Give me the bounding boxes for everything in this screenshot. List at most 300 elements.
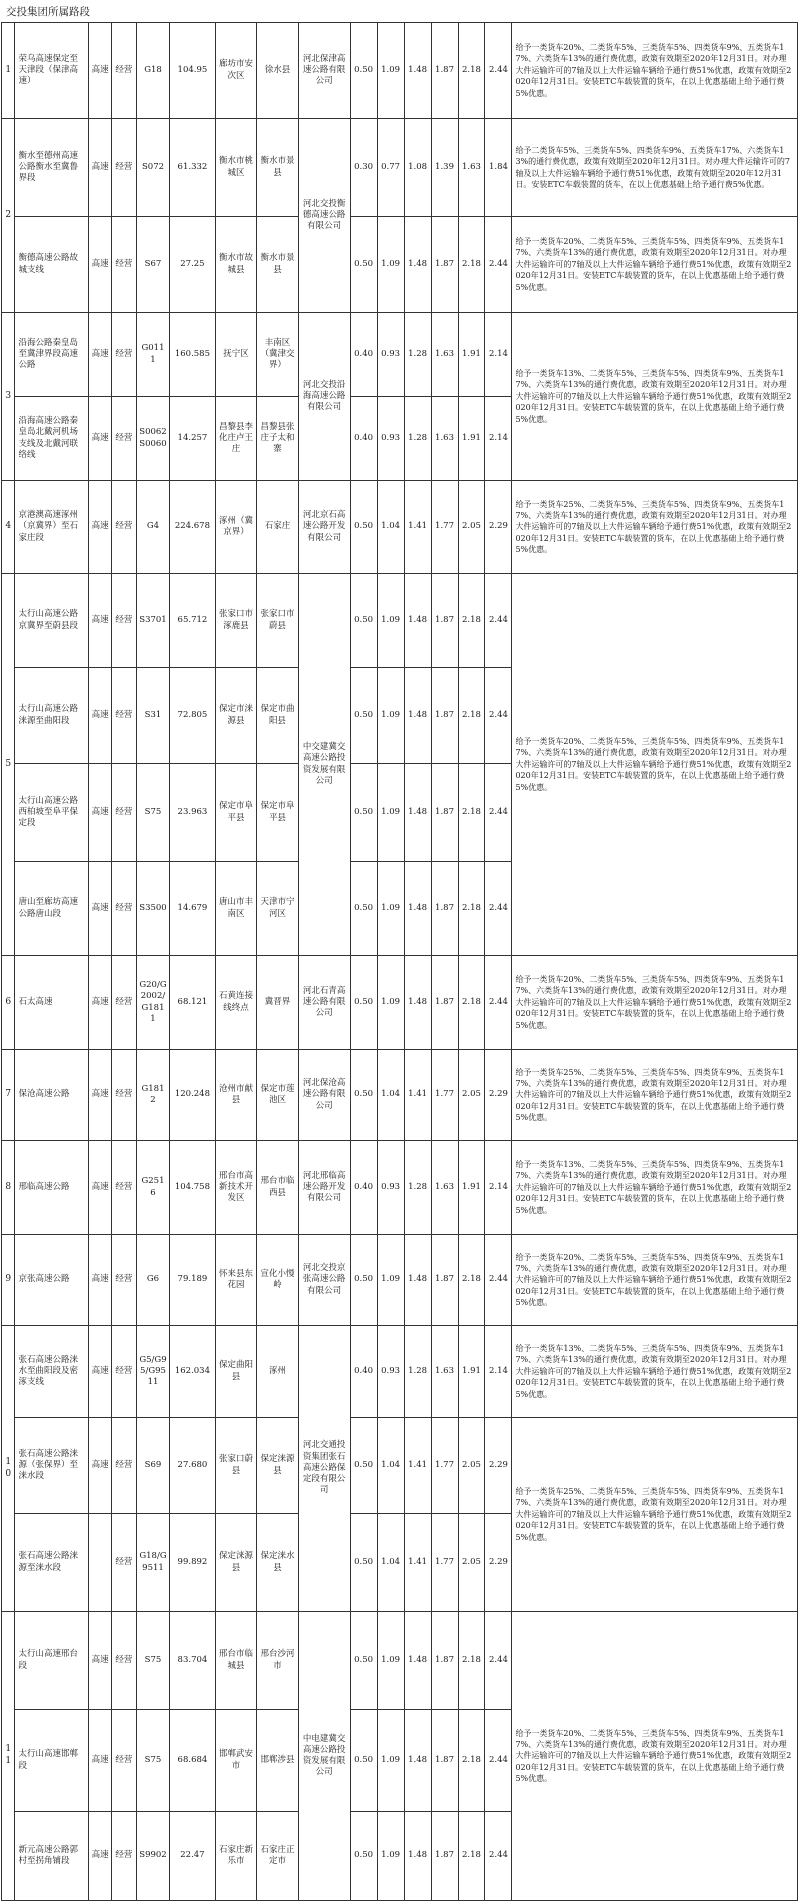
toll-rate-class-2: 1.09 (377, 1710, 404, 1812)
toll-rate-class-5: 2.05 (458, 1418, 485, 1514)
toll-rate-class-2: 1.09 (377, 956, 404, 1050)
operation-mode: 经营 (111, 1612, 136, 1710)
road-type: 高速 (89, 764, 112, 862)
start-point: 衡水市故城县 (215, 217, 257, 313)
end-point: 邢台市临西县 (257, 1141, 299, 1235)
operating-company: 中电建冀交高速公路投资发展有限公司 (298, 1612, 350, 1901)
road-name: 太行山高速邢台段 (15, 1612, 89, 1710)
toll-rate-class-3: 1.41 (404, 481, 431, 574)
toll-rate-class-6: 2.44 (485, 1235, 512, 1326)
table-row (2, 313, 798, 397)
route-code: S0062 S0060 (136, 397, 169, 481)
toll-rate-class-2: 0.93 (377, 397, 404, 481)
toll-rate-class-6: 2.14 (485, 397, 512, 481)
length-km: 61.332 (170, 119, 216, 217)
route-code: S67 (136, 217, 169, 313)
start-point: 邯郸武安市 (215, 1710, 257, 1812)
toll-rate-class-4: 1.77 (431, 1418, 458, 1514)
operating-company: 河北保津高速公路有限公司 (298, 23, 350, 119)
toll-rate-class-6: 2.44 (485, 23, 512, 119)
toll-rate-class-2: 1.04 (377, 1050, 404, 1141)
toll-rate-class-4: 1.87 (431, 956, 458, 1050)
route-code: S75 (136, 1612, 169, 1710)
sequence-number: 7 (2, 1050, 15, 1141)
toll-rate-class-4: 1.77 (431, 1050, 458, 1141)
toll-rate-class-4: 1.39 (431, 119, 458, 217)
route-code: S69 (136, 1418, 169, 1514)
toll-rate-class-2: 1.04 (377, 481, 404, 574)
toll-rate-class-4: 1.87 (431, 217, 458, 313)
discount-policy: 给予一类货车20%、二类货车5%、三类货车5%、四类货车9%、五类货车17%、六类货车13%的通行费优惠，政策有效期至2020年12月31日。对办理大件运输许可的7轴及以上大件运输车辆给予通行费51%优惠，政策有效期至2020年12月31日。安装ETC车载装置的货车，在以上优惠基础上给予通行费5%优惠。 (512, 217, 798, 313)
toll-rate-class-1: 0.40 (350, 1141, 377, 1235)
road-name: 张石高速公路涞源（张保界）至涞水段 (15, 1418, 89, 1514)
sequence-number: 6 (2, 956, 15, 1050)
toll-rate-class-6: 2.29 (485, 1050, 512, 1141)
operation-mode: 经营 (111, 1050, 136, 1141)
toll-rate-class-1: 0.40 (350, 313, 377, 397)
toll-rate-class-3: 1.48 (404, 1235, 431, 1326)
toll-rate-class-4: 1.87 (431, 764, 458, 862)
end-point: 保定涞源县 (257, 1418, 299, 1514)
sequence-number: 2 (2, 119, 15, 313)
road-name: 沿海高速公路秦皇岛北戴河机场支线及北戴河联络线 (15, 397, 89, 481)
toll-rate-class-2: 1.09 (377, 1235, 404, 1326)
discount-policy: 给予二类货车5%、三类货车5%、四类货车9%、五类货车17%、六类货车13%的通行费优惠，政策有效期至2020年12月31日。对办理大件运输许可的7轴及以上大件运输车辆给予通行费51%优惠，政策有效期至2020年12月31日。安装ETC车载装置的货车，在以上优惠基础上给予通行费5%优惠。 (512, 119, 798, 217)
table-row (2, 217, 798, 313)
route-code: S3701 (136, 574, 169, 668)
road-name: 太行山高速公路西柏坡至阜平保定段 (15, 764, 89, 862)
toll-rate-class-5: 1.91 (458, 1326, 485, 1418)
toll-rate-class-6: 2.14 (485, 313, 512, 397)
toll-rate-class-4: 1.87 (431, 668, 458, 764)
toll-rate-class-3: 1.48 (404, 23, 431, 119)
operating-company: 河北交投京张高速公路有限公司 (298, 1235, 350, 1326)
length-km: 22.47 (170, 1812, 216, 1901)
road-type: 高速 (89, 119, 112, 217)
toll-rate-class-6: 2.29 (485, 481, 512, 574)
toll-rate-class-5: 2.05 (458, 1514, 485, 1612)
toll-rate-class-3: 1.48 (404, 862, 431, 956)
toll-rate-class-1: 0.50 (350, 23, 377, 119)
operation-mode: 经营 (111, 313, 136, 397)
toll-rate-class-4: 1.63 (431, 1326, 458, 1418)
toll-rate-class-4: 1.87 (431, 1812, 458, 1901)
operation-mode: 经营 (111, 481, 136, 574)
toll-rate-class-6: 2.44 (485, 1710, 512, 1812)
toll-rate-class-2: 1.04 (377, 1514, 404, 1612)
toll-rate-class-3: 1.48 (404, 1612, 431, 1710)
road-type: 高速 (89, 397, 112, 481)
road-name: 张石高速公路涞源至涞水段 (15, 1514, 89, 1612)
toll-rate-class-6: 2.14 (485, 1326, 512, 1418)
toll-rate-class-6: 2.44 (485, 862, 512, 956)
start-point: 昌黎县李化庄卢王庄 (215, 397, 257, 481)
road-name: 太行山高速公路京冀界至蔚县段 (15, 574, 89, 668)
toll-rate-class-1: 0.50 (350, 1050, 377, 1141)
toll-rate-class-5: 1.91 (458, 313, 485, 397)
toll-rate-class-3: 1.28 (404, 1326, 431, 1418)
toll-rate-class-4: 1.87 (431, 1710, 458, 1812)
road-name: 邢临高速公路 (15, 1141, 89, 1235)
sequence-number: 8 (2, 1141, 15, 1235)
toll-rate-class-2: 0.77 (377, 119, 404, 217)
sequence-number: 11 (2, 1612, 15, 1901)
toll-rate-class-3: 1.41 (404, 1418, 431, 1514)
toll-rate-class-6: 2.29 (485, 1514, 512, 1612)
start-point: 石家庄新乐市 (215, 1812, 257, 1901)
start-point: 邢台市高新技术开发区 (215, 1141, 257, 1235)
toll-rate-class-5: 2.18 (458, 23, 485, 119)
toll-rate-class-4: 1.87 (431, 1235, 458, 1326)
toll-rate-class-5: 2.18 (458, 1612, 485, 1710)
sequence-number: 3 (2, 313, 15, 481)
toll-rate-class-2: 0.93 (377, 313, 404, 397)
operation-mode: 经营 (111, 668, 136, 764)
length-km: 160.585 (170, 313, 216, 397)
route-code: S3500 (136, 862, 169, 956)
operating-company: 河北京石高速公路开发有限公司 (298, 481, 350, 574)
toll-rate-class-1: 0.50 (350, 862, 377, 956)
toll-rate-class-6: 2.44 (485, 956, 512, 1050)
toll-rate-class-1: 0.40 (350, 1326, 377, 1418)
sequence-number: 4 (2, 481, 15, 574)
table-row (2, 956, 798, 1050)
length-km: 104.758 (170, 1141, 216, 1235)
toll-rate-class-1: 0.50 (350, 1418, 377, 1514)
toll-rate-class-6: 2.44 (485, 764, 512, 862)
start-point: 唐山市丰南区 (215, 862, 257, 956)
toll-rate-class-5: 2.18 (458, 1812, 485, 1901)
toll-rate-class-4: 1.87 (431, 574, 458, 668)
toll-rate-class-6: 2.44 (485, 668, 512, 764)
end-point: 保定市阜平县 (257, 764, 299, 862)
operation-mode: 经营 (111, 1710, 136, 1812)
toll-rate-class-1: 0.50 (350, 574, 377, 668)
length-km: 14.257 (170, 397, 216, 481)
start-point: 廊坊市安次区 (215, 23, 257, 119)
toll-rate-class-6: 2.44 (485, 1812, 512, 1901)
road-type: 高速 (89, 862, 112, 956)
start-point: 保定曲阳县 (215, 1326, 257, 1418)
start-point: 邢台市临城县 (215, 1612, 257, 1710)
toll-rate-class-2: 1.09 (377, 862, 404, 956)
toll-rate-class-3: 1.28 (404, 313, 431, 397)
table-row (2, 1050, 798, 1141)
road-type: 高速 (89, 574, 112, 668)
end-point: 衡水市景县 (257, 119, 299, 217)
discount-policy: 给予一类货车20%、二类货车5%、三类货车5%、四类货车9%、五类货车17%、六类货车13%的通行费优惠，政策有效期至2020年12月31日。对办理大件运输许可的7轴及以上大件运输车辆给予通行费51%优惠，政策有效期至2020年12月31日。安装ETC车载装置的货车，在以上优惠基础上给予通行费5%优惠。 (512, 1612, 798, 1901)
end-point: 石家庄正定市 (257, 1812, 299, 1901)
table-row (2, 1612, 798, 1710)
toll-rate-class-4: 1.87 (431, 862, 458, 956)
road-name: 太行山高速邯郸段 (15, 1710, 89, 1812)
end-point: 保定市莲池区 (257, 1050, 299, 1141)
road-type: 高速 (89, 668, 112, 764)
operation-mode: 经营 (111, 1141, 136, 1235)
toll-rate-class-2: 1.09 (377, 1612, 404, 1710)
sequence-number: 5 (2, 574, 15, 956)
length-km: 99.892 (170, 1514, 216, 1612)
toll-rate-class-1: 0.50 (350, 1235, 377, 1326)
toll-rate-class-6: 2.44 (485, 1612, 512, 1710)
operating-company: 河北交通投资集团张石高速公路保定段有限公司 (298, 1326, 350, 1612)
toll-rate-class-5: 2.18 (458, 1710, 485, 1812)
toll-rate-class-5: 2.18 (458, 1235, 485, 1326)
route-code: G18 (136, 23, 169, 119)
length-km: 23.963 (170, 764, 216, 862)
road-name: 保沧高速公路 (15, 1050, 89, 1141)
operation-mode: 经营 (111, 1418, 136, 1514)
operation-mode: 经营 (111, 217, 136, 313)
road-name: 石太高速 (15, 956, 89, 1050)
route-code: G4 (136, 481, 169, 574)
start-point: 保定市阜平县 (215, 764, 257, 862)
discount-policy: 给予一类货车20%、二类货车5%、三类货车5%、四类货车9%、五类货车17%、六类货车13%的通行费优惠，政策有效期至2020年12月31日。对办理大件运输许可的7轴及以上大件运输车辆给予通行费51%优惠，政策有效期至2020年12月31日。安装ETC车载装置的货车，在以上优惠基础上给予通行费5%优惠。 (512, 574, 798, 956)
start-point: 涿州（冀京界） (215, 481, 257, 574)
toll-rate-class-4: 1.87 (431, 23, 458, 119)
toll-rate-class-1: 0.40 (350, 397, 377, 481)
toll-rate-class-1: 0.30 (350, 119, 377, 217)
toll-rate-class-5: 2.18 (458, 862, 485, 956)
end-point: 昌黎县张庄子太和寨 (257, 397, 299, 481)
table-row (2, 23, 798, 119)
toll-rate-class-5: 2.18 (458, 574, 485, 668)
discount-policy: 给予一类货车25%、二类货车5%、三类货车5%、四类货车9%、五类货车17%、六类货车13%的通行费优惠，政策有效期至2020年12月31日。对办理大件运输许可的7轴及以上大件运输车辆给予通行费51%优惠，政策有效期至2020年12月31日。安装ETC车载装置的货车，在以上优惠基础上给予通行费5%优惠。 (512, 481, 798, 574)
length-km: 14.679 (170, 862, 216, 956)
toll-rate-class-3: 1.28 (404, 397, 431, 481)
start-point: 怀来县东花园 (215, 1235, 257, 1326)
toll-rate-class-2: 1.09 (377, 1812, 404, 1901)
road-type: 高速 (89, 956, 112, 1050)
road-name: 衡德高速公路故城支线 (15, 217, 89, 313)
road-type: 高速 (89, 1326, 112, 1418)
start-point: 保定涞源县 (215, 1514, 257, 1612)
road-name: 唐山至廊坊高速公路唐山段 (15, 862, 89, 956)
length-km: 27.25 (170, 217, 216, 313)
toll-rate-class-1: 0.50 (350, 217, 377, 313)
toll-rate-class-1: 0.50 (350, 764, 377, 862)
route-code: G6 (136, 1235, 169, 1326)
toll-rate-class-2: 1.09 (377, 217, 404, 313)
discount-policy: 给予一类货车20%、二类货车5%、三类货车5%、四类货车9%、五类货车17%、六类货车13%的通行费优惠，政策有效期至2020年12月31日。对办理大件运输许可的7轴及以上大件运输车辆给予通行费51%优惠，政策有效期至2020年12月31日。安装ETC车载装置的货车，在以上优惠基础上给予通行费5%优惠。 (512, 956, 798, 1050)
operation-mode: 经营 (111, 397, 136, 481)
operation-mode: 经营 (111, 1235, 136, 1326)
length-km: 65.712 (170, 574, 216, 668)
end-point: 徐水县 (257, 23, 299, 119)
toll-rate-class-3: 1.48 (404, 1812, 431, 1901)
toll-rate-class-2: 0.93 (377, 1141, 404, 1235)
road-type: 高速 (89, 217, 112, 313)
operation-mode: 经营 (111, 862, 136, 956)
route-code: S75 (136, 1710, 169, 1812)
toll-rate-class-3: 1.48 (404, 1710, 431, 1812)
road-name: 荣乌高速保定至天津段（保津高速） (15, 23, 89, 119)
length-km: 68.684 (170, 1710, 216, 1812)
discount-policy: 给予一类货车25%、二类货车5%、三类货车5%、四类货车9%、五类货车17%、六类货车13%的通行费优惠，政策有效期至2020年12月31日。对办理大件运输许可的7轴及以上大件运输车辆给予通行费51%优惠，政策有效期至2020年12月31日。安装ETC车载装置的货车，在以上优惠基础上给予通行费5%优惠。 (512, 1418, 798, 1612)
route-code: S9902 (136, 1812, 169, 1901)
route-code: G0111 (136, 313, 169, 397)
operating-company: 中交建冀交高速公路投资发展有限公司 (298, 574, 350, 956)
end-point: 衡水市景县 (257, 217, 299, 313)
route-code: G2516 (136, 1141, 169, 1235)
route-code: S75 (136, 764, 169, 862)
road-type: 高速 (89, 23, 112, 119)
start-point: 衡水市桃城区 (215, 119, 257, 217)
toll-rate-class-4: 1.87 (431, 1612, 458, 1710)
operating-company: 河北交投衡德高速公路有限公司 (298, 119, 350, 313)
toll-rate-class-2: 0.93 (377, 1326, 404, 1418)
table-row (2, 119, 798, 217)
toll-rate-class-5: 1.91 (458, 1141, 485, 1235)
table-row (2, 1418, 798, 1514)
length-km: 120.248 (170, 1050, 216, 1141)
end-point: 邯郸涉县 (257, 1710, 299, 1812)
toll-rate-class-1: 0.50 (350, 1812, 377, 1901)
sequence-number: 1 (2, 23, 15, 119)
road-name: 新元高速公路郭村至拐角铺段 (15, 1812, 89, 1901)
toll-rate-class-6: 2.14 (485, 1141, 512, 1235)
table-row (2, 1326, 798, 1418)
operation-mode: 经营 (111, 956, 136, 1050)
end-point: 涿州 (257, 1326, 299, 1418)
discount-policy: 给予一类货车20%、二类货车5%、三类货车5%、四类货车9%、五类货车17%、六类货车13%的通行费优惠，政策有效期至2020年12月31日。对办理大件运输许可的7轴及以上大件运输车辆给予通行费51%优惠，政策有效期至2020年12月31日。安装ETC车载装置的货车，在以上优惠基础上给予通行费5%优惠。 (512, 23, 798, 119)
discount-policy: 给予一类货车20%、二类货车5%、三类货车5%、四类货车9%、五类货车17%、六类货车13%的通行费优惠，政策有效期至2020年12月31日。对办理大件运输许可的7轴及以上大件运输车辆给予通行费51%优惠，政策有效期至2020年12月31日。安装ETC车载装置的货车，在以上优惠基础上给予通行费5%优惠。 (512, 1235, 798, 1326)
route-code: S31 (136, 668, 169, 764)
start-point: 抚宁区 (215, 313, 257, 397)
end-point: 宣化小慢岭 (257, 1235, 299, 1326)
road-name: 张石高速公路涞水至曲阳段及密涿支线 (15, 1326, 89, 1418)
sequence-number: 9 (2, 1235, 15, 1326)
toll-rate-class-1: 0.50 (350, 1514, 377, 1612)
start-point: 张家口蔚县 (215, 1418, 257, 1514)
road-type (89, 1514, 112, 1612)
length-km: 162.034 (170, 1326, 216, 1418)
toll-rate-class-1: 0.50 (350, 481, 377, 574)
operation-mode: 经营 (111, 764, 136, 862)
length-km: 79.189 (170, 1235, 216, 1326)
toll-rate-class-2: 1.09 (377, 574, 404, 668)
table-row (2, 1141, 798, 1235)
end-point: 天津市宁河区 (257, 862, 299, 956)
road-name: 沿海公路秦皇岛至冀津界段高速公路 (15, 313, 89, 397)
length-km: 104.95 (170, 23, 216, 119)
toll-rate-class-3: 1.48 (404, 668, 431, 764)
length-km: 83.704 (170, 1612, 216, 1710)
toll-rate-class-5: 1.91 (458, 397, 485, 481)
road-name: 衡水至德州高速公路衡水至冀鲁界段 (15, 119, 89, 217)
table-row (2, 481, 798, 574)
toll-rate-class-5: 2.05 (458, 481, 485, 574)
route-code: G18/G9511 (136, 1514, 169, 1612)
length-km: 224.678 (170, 481, 216, 574)
toll-rate-class-5: 2.05 (458, 1050, 485, 1141)
start-point: 石黄连接线终点 (215, 956, 257, 1050)
end-point: 丰南区（冀津交界） (257, 313, 299, 397)
road-type: 高速 (89, 1418, 112, 1514)
toll-rate-class-1: 0.50 (350, 1710, 377, 1812)
road-type: 高速 (89, 1710, 112, 1812)
road-type: 高速 (89, 481, 112, 574)
end-point: 冀晋界 (257, 956, 299, 1050)
end-point: 石家庄 (257, 481, 299, 574)
operation-mode: 经营 (111, 1812, 136, 1901)
toll-rate-class-6: 1.84 (485, 119, 512, 217)
road-type: 高速 (89, 313, 112, 397)
operation-mode: 经营 (111, 1326, 136, 1418)
operating-company: 河北交投沿海高速公路有限公司 (298, 313, 350, 481)
table-row (2, 574, 798, 668)
road-name: 太行山高速公路涞源至曲阳段 (15, 668, 89, 764)
page-title: 交投集团所属路段 (6, 6, 90, 18)
toll-rate-class-6: 2.44 (485, 574, 512, 668)
discount-policy: 给予一类货车25%、二类货车5%、三类货车5%、四类货车9%、五类货车17%、六类货车13%的通行费优惠，政策有效期至2020年12月31日。对办理大件运输许可的7轴及以上大件运输车辆给予通行费51%优惠，政策有效期至2020年12月31日。安装ETC车载装置的货车，在以上优惠基础上给予通行费5%优惠。 (512, 1050, 798, 1141)
end-point: 保定涞水县 (257, 1514, 299, 1612)
toll-rate-table (1, 22, 798, 1901)
toll-rate-class-3: 1.41 (404, 1050, 431, 1141)
road-type: 高速 (89, 1812, 112, 1901)
toll-rate-class-4: 1.63 (431, 397, 458, 481)
sequence-number: 10 (2, 1326, 15, 1612)
end-point: 邢台沙河市 (257, 1612, 299, 1710)
route-code: G5/G95/G9511 (136, 1326, 169, 1418)
toll-rate-class-3: 1.48 (404, 956, 431, 1050)
toll-rate-class-1: 0.50 (350, 956, 377, 1050)
start-point: 沧州市献县 (215, 1050, 257, 1141)
operating-company: 河北邢临高速公路开发有限公司 (298, 1141, 350, 1235)
discount-policy: 给予一类货车13%、二类货车5%、三类货车5%、四类货车9%、五类货车17%、六类货车13%的通行费优惠，政策有效期至2020年12月31日。对办理大件运输许可的7轴及以上大件运输车辆给予通行费51%优惠，政策有效期至2020年12月31日。安装ETC车载装置的货车，在以上优惠基础上给予通行费5%优惠。 (512, 313, 798, 481)
toll-rate-class-5: 2.18 (458, 668, 485, 764)
toll-rate-class-3: 1.48 (404, 764, 431, 862)
operation-mode: 经营 (111, 23, 136, 119)
road-type: 高速 (89, 1050, 112, 1141)
discount-policy: 给予一类货车13%、二类货车5%、三类货车5%、四类货车9%、五类货车17%、六类货车13%的通行费优惠，政策有效期至2020年12月31日。对办理大件运输许可的7轴及以上大件运输车辆给予通行费51%优惠，政策有效期至2020年12月31日。安装ETC车载装置的货车，在以上优惠基础上给予通行费5%优惠。 (512, 1326, 798, 1418)
toll-rate-class-2: 1.04 (377, 1418, 404, 1514)
toll-rate-class-2: 1.09 (377, 23, 404, 119)
table-row (2, 1235, 798, 1326)
length-km: 72.805 (170, 668, 216, 764)
discount-policy: 给予一类货车13%、二类货车5%、三类货车5%、四类货车9%、五类货车17%、六类货车13%的通行费优惠，政策有效期至2020年12月31日。对办理大件运输许可的7轴及以上大件运输车辆给予通行费51%优惠，政策有效期至2020年12月31日。安装ETC车载装置的货车，在以上优惠基础上给予通行费5%优惠。 (512, 1141, 798, 1235)
end-point: 保定市曲阳县 (257, 668, 299, 764)
toll-rate-class-2: 1.09 (377, 764, 404, 862)
operation-mode: 经营 (111, 574, 136, 668)
road-name: 京港澳高速涿州（京冀界）至石家庄段 (15, 481, 89, 574)
length-km: 27.680 (170, 1418, 216, 1514)
route-code: G1812 (136, 1050, 169, 1141)
toll-rate-class-1: 0.50 (350, 1612, 377, 1710)
road-name: 京张高速公路 (15, 1235, 89, 1326)
route-code: G20/G2002/G1811 (136, 956, 169, 1050)
toll-rate-class-1: 0.50 (350, 668, 377, 764)
toll-rate-class-5: 2.18 (458, 217, 485, 313)
operation-mode: 经营 (111, 119, 136, 217)
end-point: 张家口市蔚县 (257, 574, 299, 668)
toll-rate-class-3: 1.41 (404, 1514, 431, 1612)
toll-rate-class-4: 1.63 (431, 1141, 458, 1235)
road-type: 高速 (89, 1612, 112, 1710)
road-type: 高速 (89, 1235, 112, 1326)
toll-rate-class-4: 1.77 (431, 1514, 458, 1612)
toll-rate-class-3: 1.28 (404, 1141, 431, 1235)
road-type: 高速 (89, 1141, 112, 1235)
toll-rate-class-3: 1.48 (404, 574, 431, 668)
toll-rate-class-4: 1.63 (431, 313, 458, 397)
length-km: 68.121 (170, 956, 216, 1050)
toll-rate-class-3: 1.08 (404, 119, 431, 217)
route-code: S072 (136, 119, 169, 217)
operation-mode: 经营 (111, 1514, 136, 1612)
toll-rate-class-6: 2.29 (485, 1418, 512, 1514)
toll-rate-class-2: 1.09 (377, 668, 404, 764)
